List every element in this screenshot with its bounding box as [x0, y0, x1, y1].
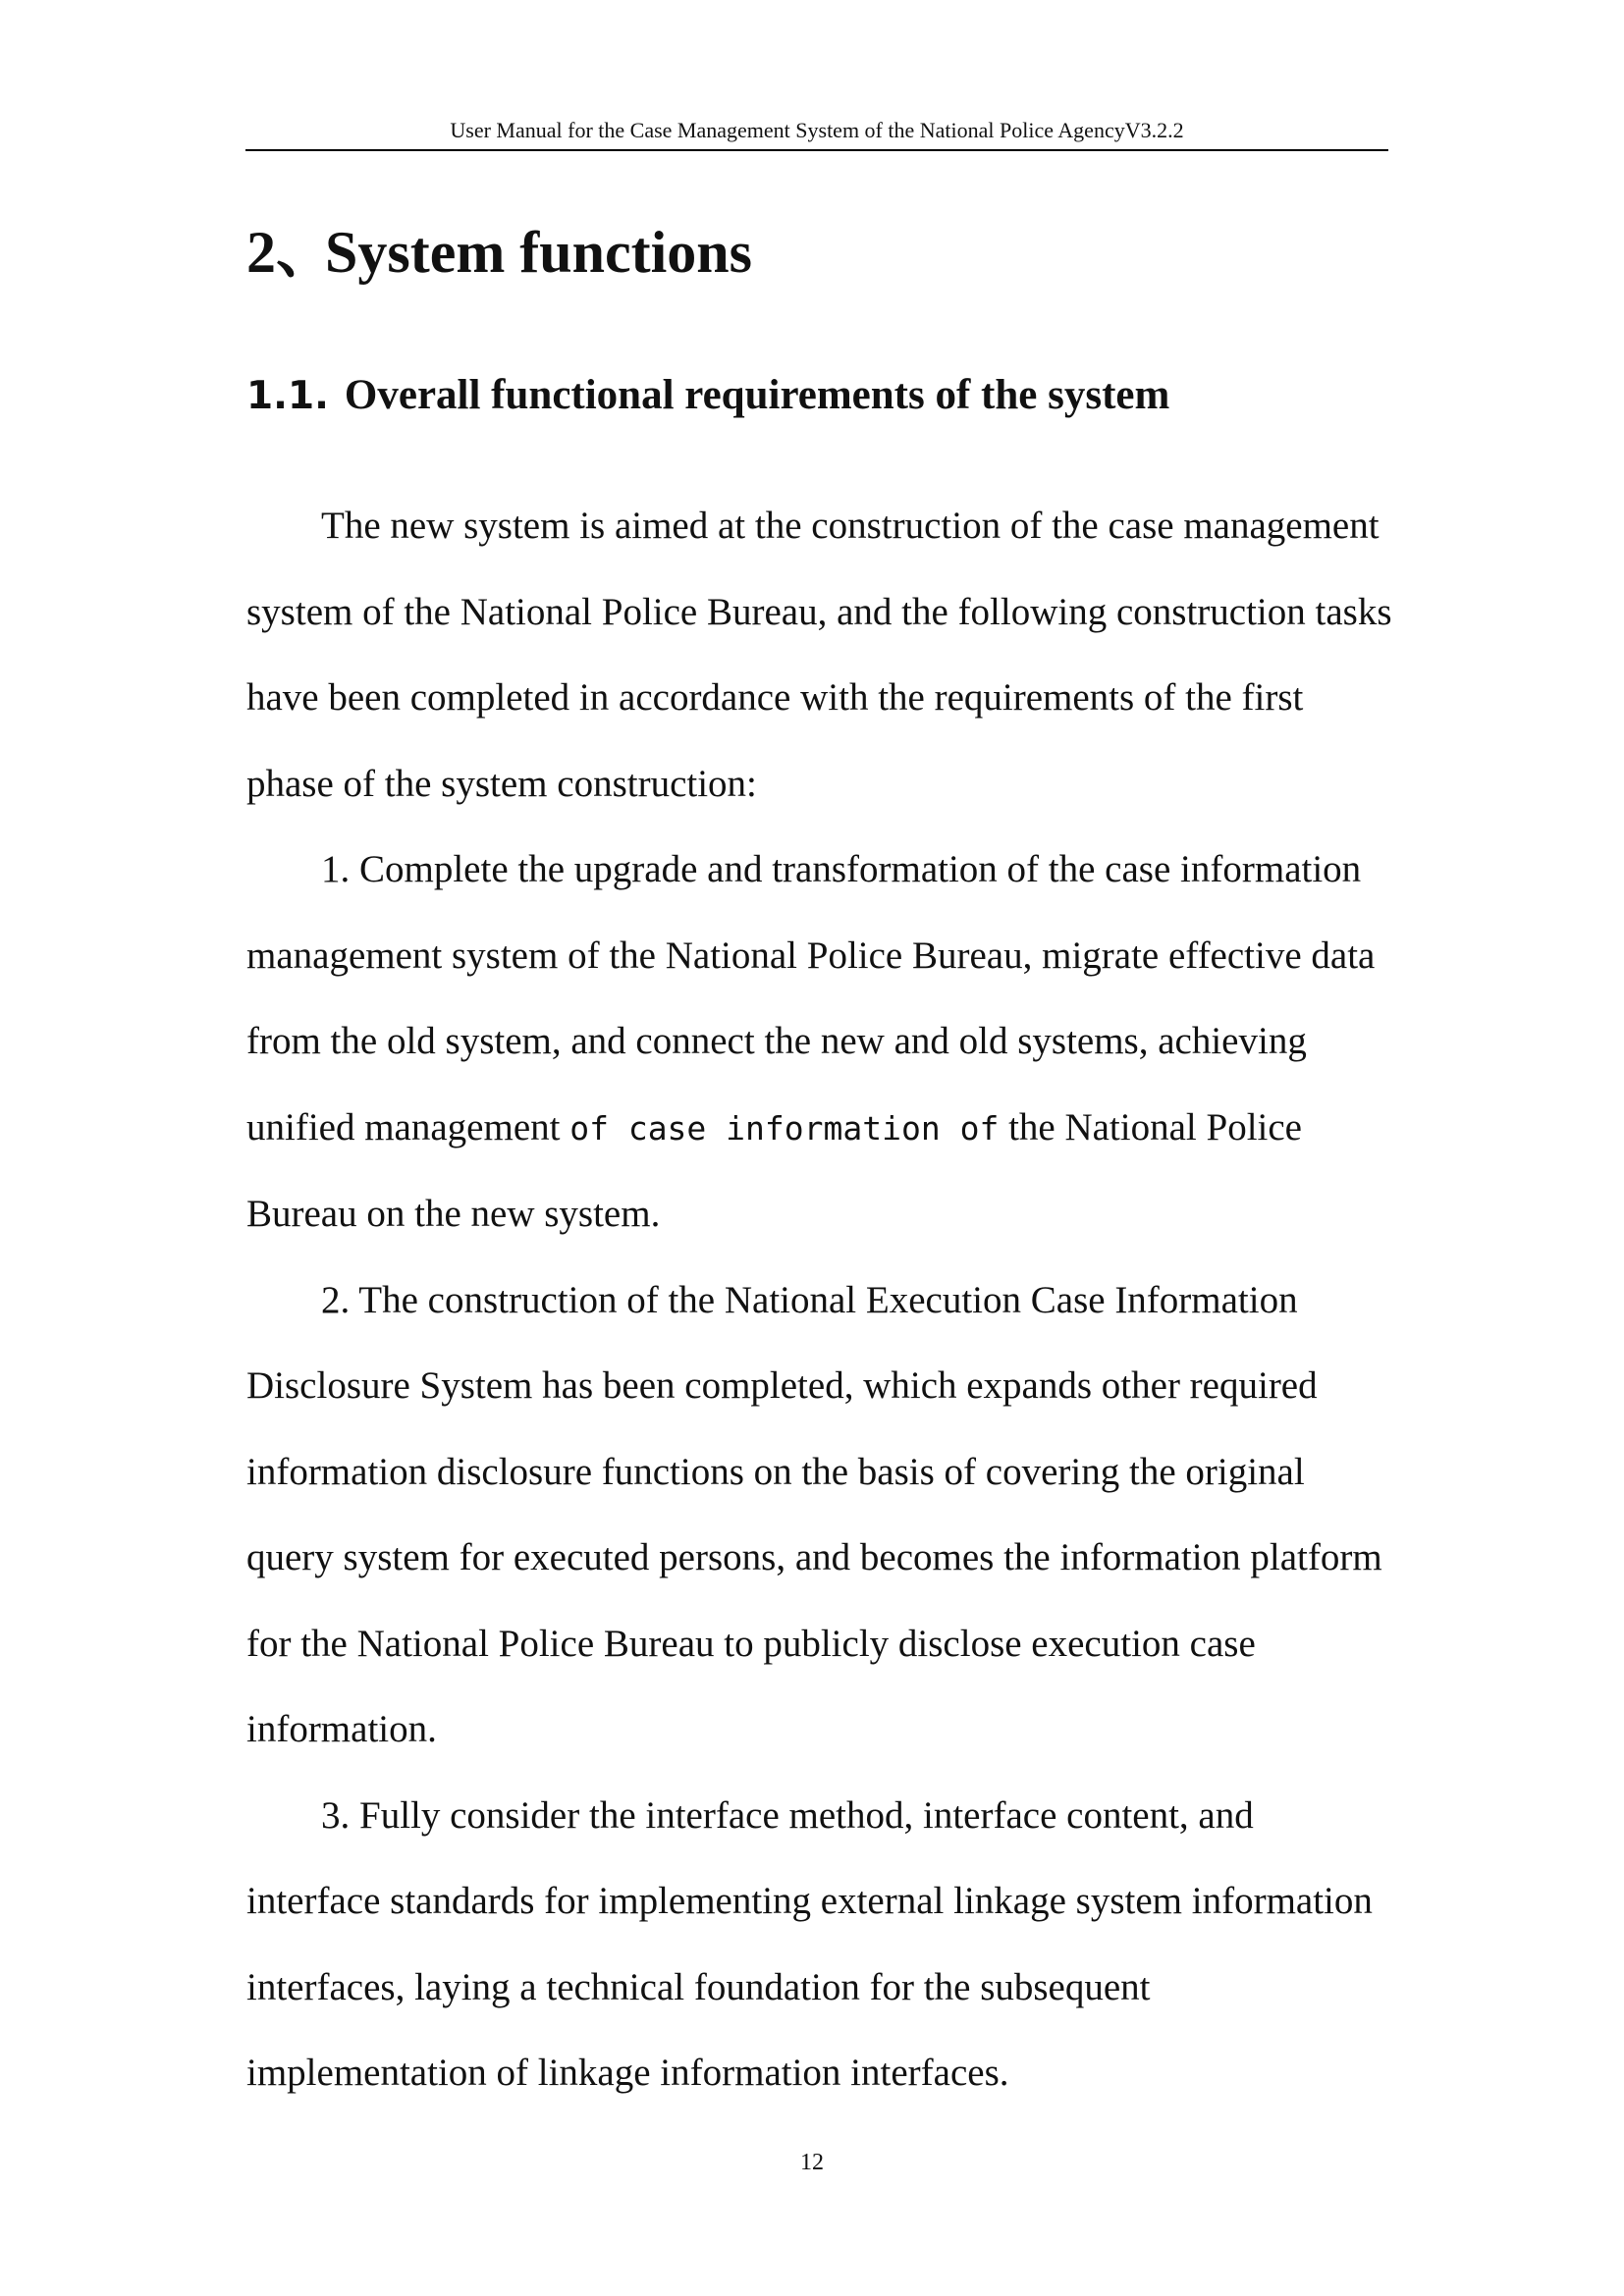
chapter-title: System functions	[325, 220, 753, 285]
list-item-2: 2. The construction of the National Execution Case Information Disclosure System has been completed, which expands other required information disclosure functions on the basis of covering the original query system for executed persons, and becomes the information platform for the National Police Bureau to publicly disclose execution case information.	[246, 1278, 1382, 1750]
list-item-3: 3. Fully consider the interface method, interface content, and interface standards for implementing external linkage system information interfaces, laying a technical foundation for the subsequent implementation of linkage information interfaces.	[246, 1793, 1373, 2094]
chapter-heading	[246, 208, 752, 296]
list-item-1-text-a: 1. Complete the upgrade and transformation of the case information management system of the National Police Bureau, migrate effective data from the old system, and connect the new and old systems, achieving unified management	[246, 848, 1376, 1148]
page-number: 12	[800, 2150, 824, 2175]
list-item-1	[246, 827, 1395, 1257]
chapter-number: 2、	[246, 220, 335, 285]
section-heading	[246, 361, 1169, 431]
intro-paragraph: The new system is aimed at the construction of the case management system of the National Police Bureau, and the following construction tasks have been completed in accordance with the requirements of the first phase of the system construction:	[246, 505, 1392, 805]
body-text	[246, 483, 1395, 2116]
section-number: 1.1.	[246, 374, 329, 418]
section-title: Overall functional requirements of the system	[344, 372, 1170, 418]
running-header	[245, 116, 1388, 151]
list-item-1-text-c: the National Police Bureau on the new system.	[246, 1105, 1302, 1235]
list-item-1-text-b: of case information of	[569, 1108, 1000, 1148]
running-header-text: User Manual for the Case Management System of the National Police AgencyV3.2.2	[450, 118, 1184, 142]
